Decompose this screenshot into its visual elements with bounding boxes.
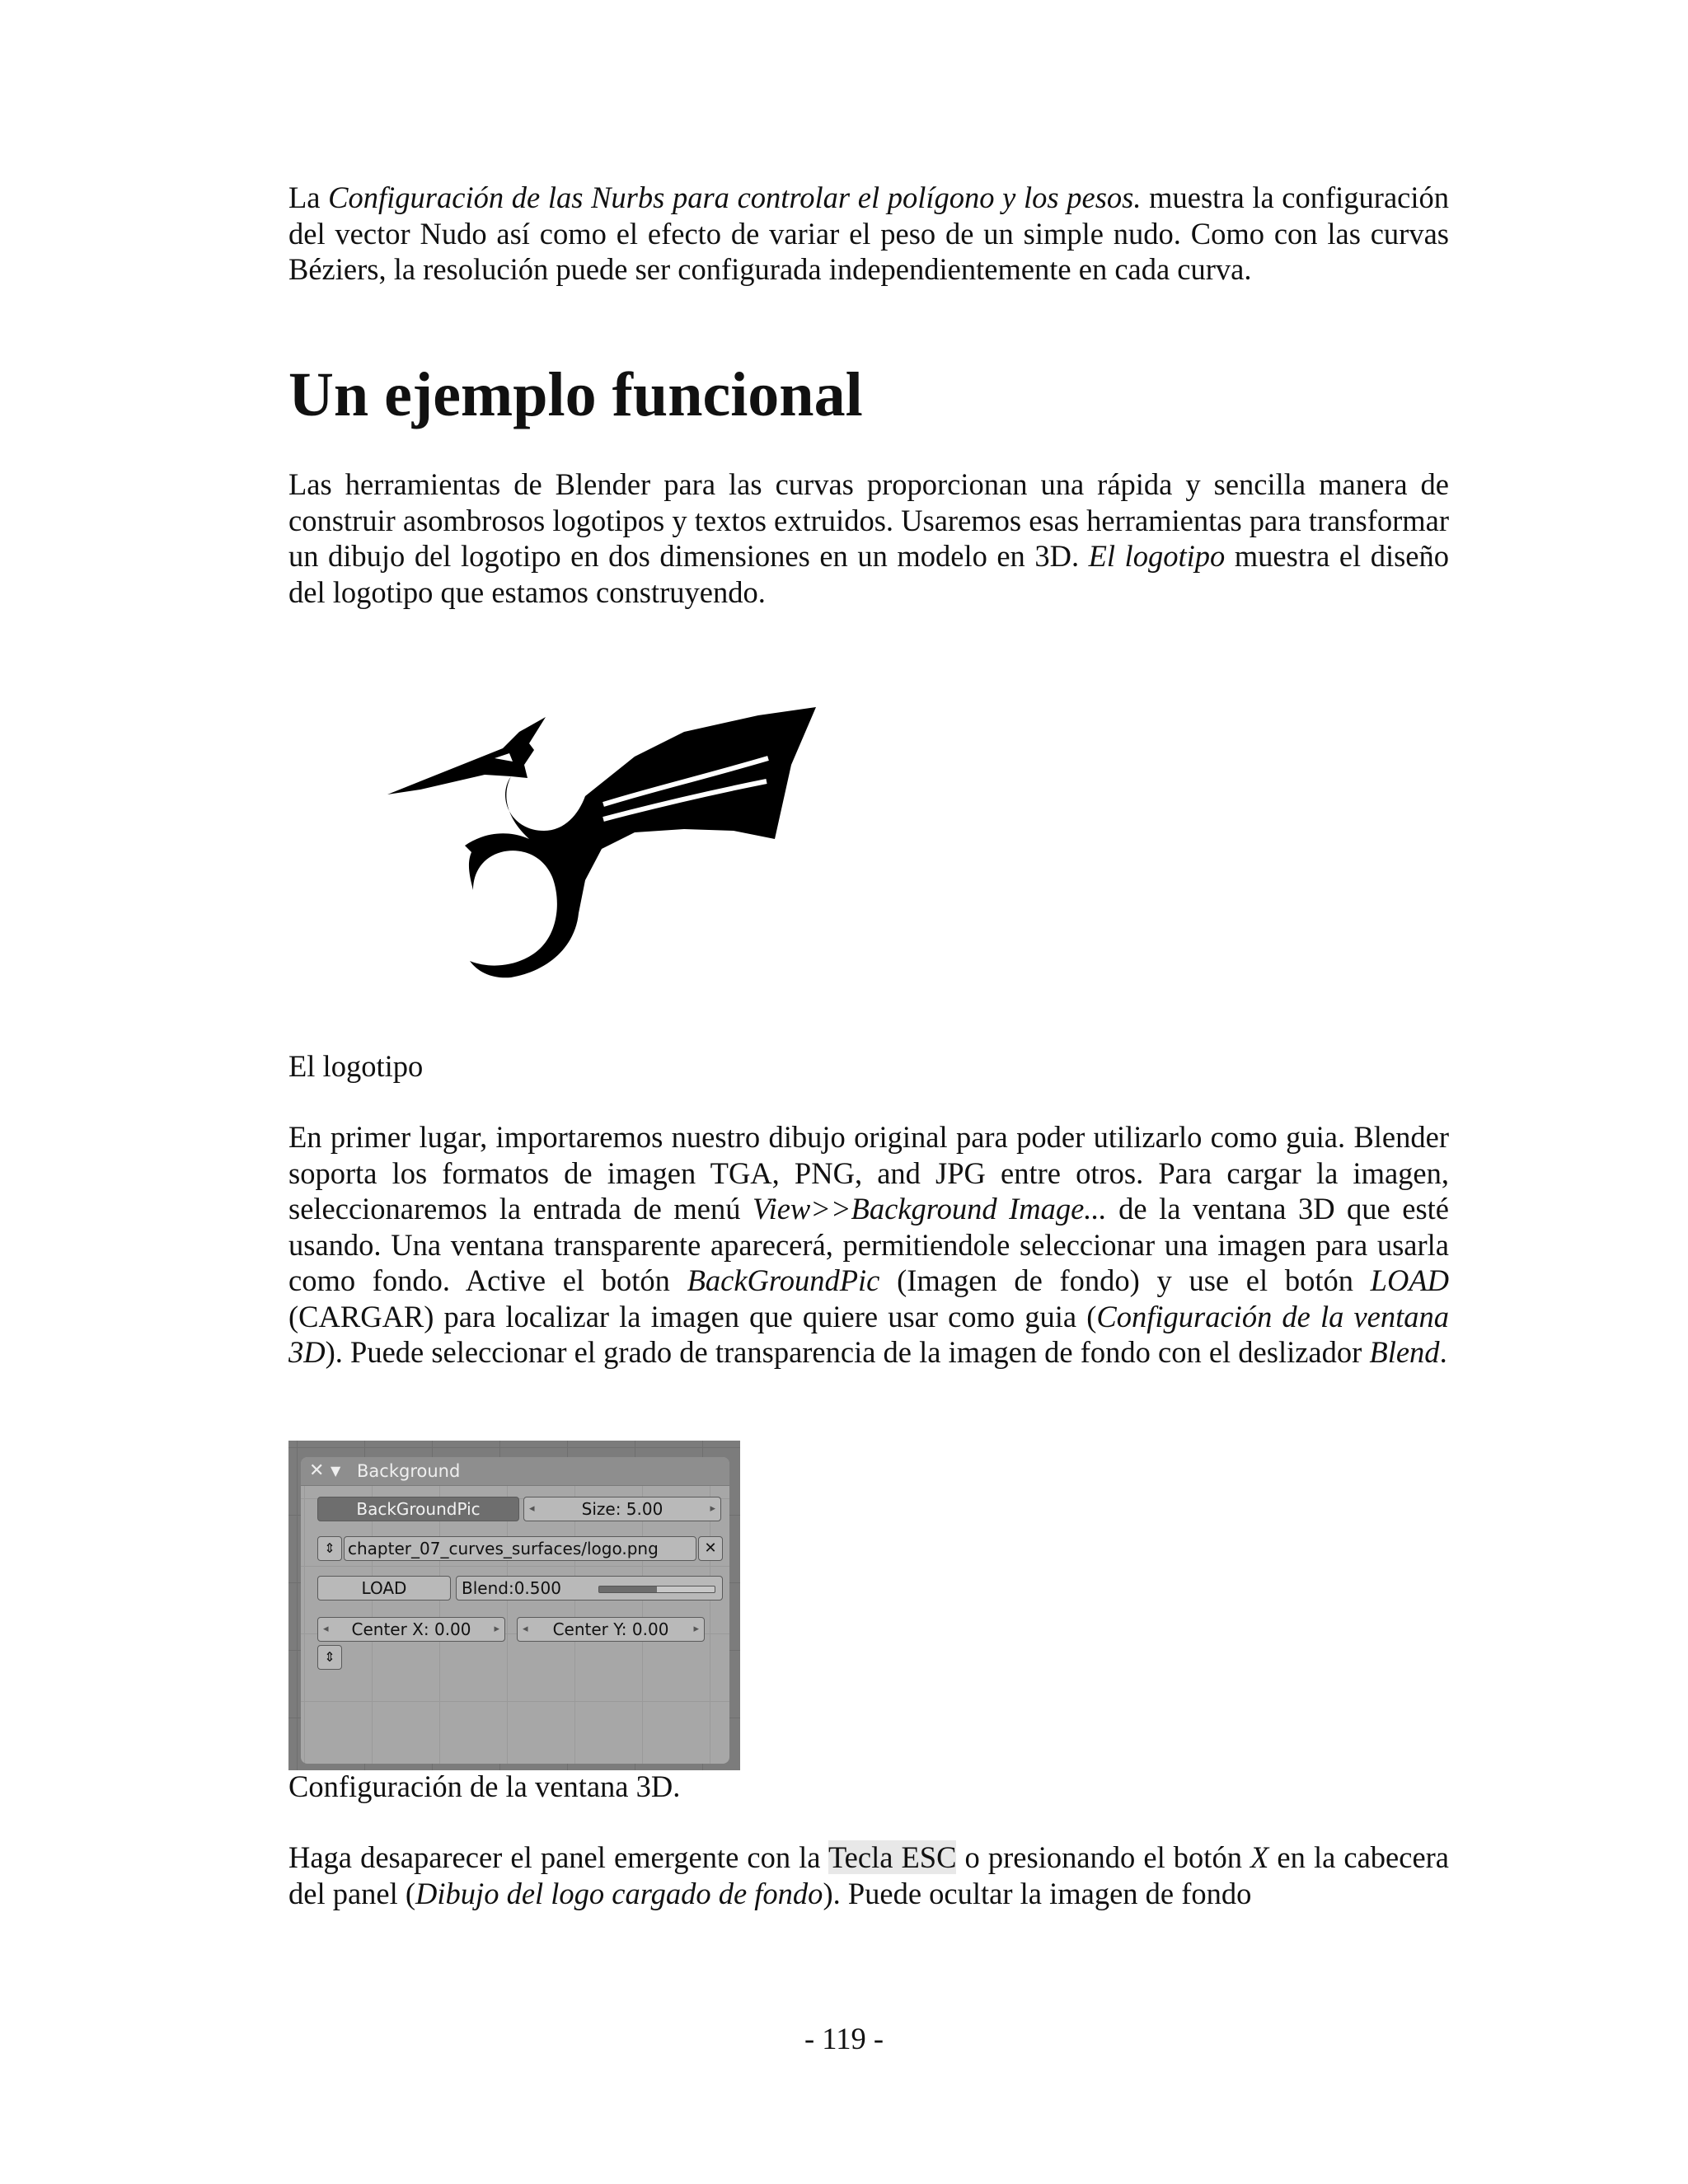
background-panel (301, 1457, 729, 1764)
arrow-left-icon[interactable]: ◂ (529, 1502, 535, 1515)
section-heading: Un ejemplo funcional (288, 360, 863, 429)
text-run: de la ventana 3D que esté usando. Una ventana transparente aparecerá, permitiendole seleccionar una imagen para usarla como fondo. Active el botón (288, 1192, 1450, 1297)
button-reference: BackGroundPic (687, 1263, 880, 1297)
text-run: en la cabecera del panel ( (288, 1840, 1450, 1910)
center-y-field[interactable] (517, 1617, 705, 1642)
section-paragraph (288, 466, 1449, 610)
background-panel-screenshot (288, 1441, 740, 1770)
text-run: muestra el diseño del logotipo que estamos construyendo. (288, 539, 1449, 609)
arrow-right-icon[interactable]: ▸ (494, 1623, 499, 1635)
slider-reference: Blend (1369, 1335, 1440, 1369)
slider-track[interactable] (598, 1586, 715, 1593)
text-run: . (1439, 1335, 1447, 1369)
size-field[interactable] (523, 1497, 721, 1521)
text-run: o presionando el botón (956, 1840, 1251, 1874)
closing-paragraph (288, 1840, 1449, 1911)
field-label: Center X: 0.00 (351, 1619, 471, 1639)
load-button[interactable] (317, 1576, 451, 1601)
center-x-field[interactable] (317, 1617, 505, 1642)
field-label: Center Y: 0.00 (552, 1619, 669, 1639)
button-label: BackGroundPic (356, 1499, 481, 1519)
figure-reference: Configuración de las Nurbs para controlar el polígono y los pesos. (328, 180, 1142, 214)
figure-reference: Dibujo del logo cargado de fondo (415, 1876, 823, 1910)
button-reference: X (1250, 1840, 1269, 1874)
file-path-field[interactable] (344, 1536, 696, 1561)
text-run: Las herramientas de Blender para las curvas proporcionan una rápida y sencilla manera de construir asombrosos logotipos y textos extruidos. Usaremos esas herramientas para transformar un dibujo del logotipo en dos dimensiones en un modelo en 3D. (288, 467, 1449, 573)
slider-fill (599, 1586, 657, 1592)
figure-caption: El logotipo (288, 1049, 424, 1083)
button-label: LOAD (361, 1578, 407, 1598)
browse-updown-icon[interactable]: ⇕ (317, 1536, 342, 1561)
text-run: La (288, 180, 329, 214)
arrow-right-icon[interactable]: ▸ (693, 1623, 699, 1635)
button-reference: LOAD (1370, 1263, 1449, 1297)
figure-caption: Configuración de la ventana 3D. (288, 1769, 681, 1803)
text-run: muestra la configuración del vector Nudo así como el efecto de variar el peso de un simple nudo. Como con las curvas Béziers, la resolución puede ser configurada independientemente en cada curva. (288, 180, 1449, 286)
close-icon[interactable]: ✕ (309, 1460, 325, 1481)
text-run: ). Puede ocultar la imagen de fondo (823, 1876, 1252, 1910)
panel-title: Background (357, 1461, 461, 1481)
arrow-left-icon[interactable]: ◂ (323, 1623, 329, 1635)
intro-paragraph (288, 180, 1449, 288)
blend-slider[interactable] (456, 1576, 723, 1601)
file-path-text: chapter_07_curves_surfaces/logo.png (348, 1539, 659, 1558)
field-label: Size: 5.00 (581, 1499, 663, 1519)
figure-reference: El logotipo (1088, 539, 1226, 573)
text-run: ). Puede seleccionar el grado de transparencia de la imagen de fondo con el deslizador (325, 1335, 1370, 1369)
instructions-paragraph (288, 1119, 1449, 1371)
page-number: - 119 - (804, 2022, 884, 2055)
key-highlight: Tecla ESC (828, 1840, 957, 1874)
text-run: Haga desaparecer el panel emergente con la (288, 1840, 828, 1874)
text-run: (CARGAR) para localizar la imagen que quiere usar como guia ( (288, 1299, 1097, 1333)
collapse-triangle-icon[interactable]: ▼ (331, 1463, 341, 1479)
arrow-right-icon[interactable]: ▸ (710, 1502, 715, 1515)
figure-reference: Configuración de la ventana 3D (288, 1299, 1449, 1369)
dragon-logo-image (387, 707, 816, 983)
panel-header (301, 1457, 729, 1486)
menu-path: View>>Background Image... (752, 1192, 1107, 1226)
backgroundpic-toggle-button[interactable] (317, 1497, 519, 1521)
arrow-left-icon[interactable]: ◂ (523, 1623, 528, 1635)
text-run: (Imagen de fondo) y use el botón (879, 1263, 1371, 1297)
text-run: En primer lugar, importaremos nuestro dibujo original para poder utilizarlo como guia. Blender soporta los formatos de imagen TGA, PNG, and JPG entre otros. Para cargar la imagen, seleccionaremos la entrada de menú (288, 1120, 1449, 1226)
slider-label: Blend:0.500 (462, 1578, 561, 1598)
clear-path-icon[interactable]: ✕ (698, 1536, 723, 1561)
browse-updown-icon[interactable]: ⇕ (317, 1645, 342, 1670)
